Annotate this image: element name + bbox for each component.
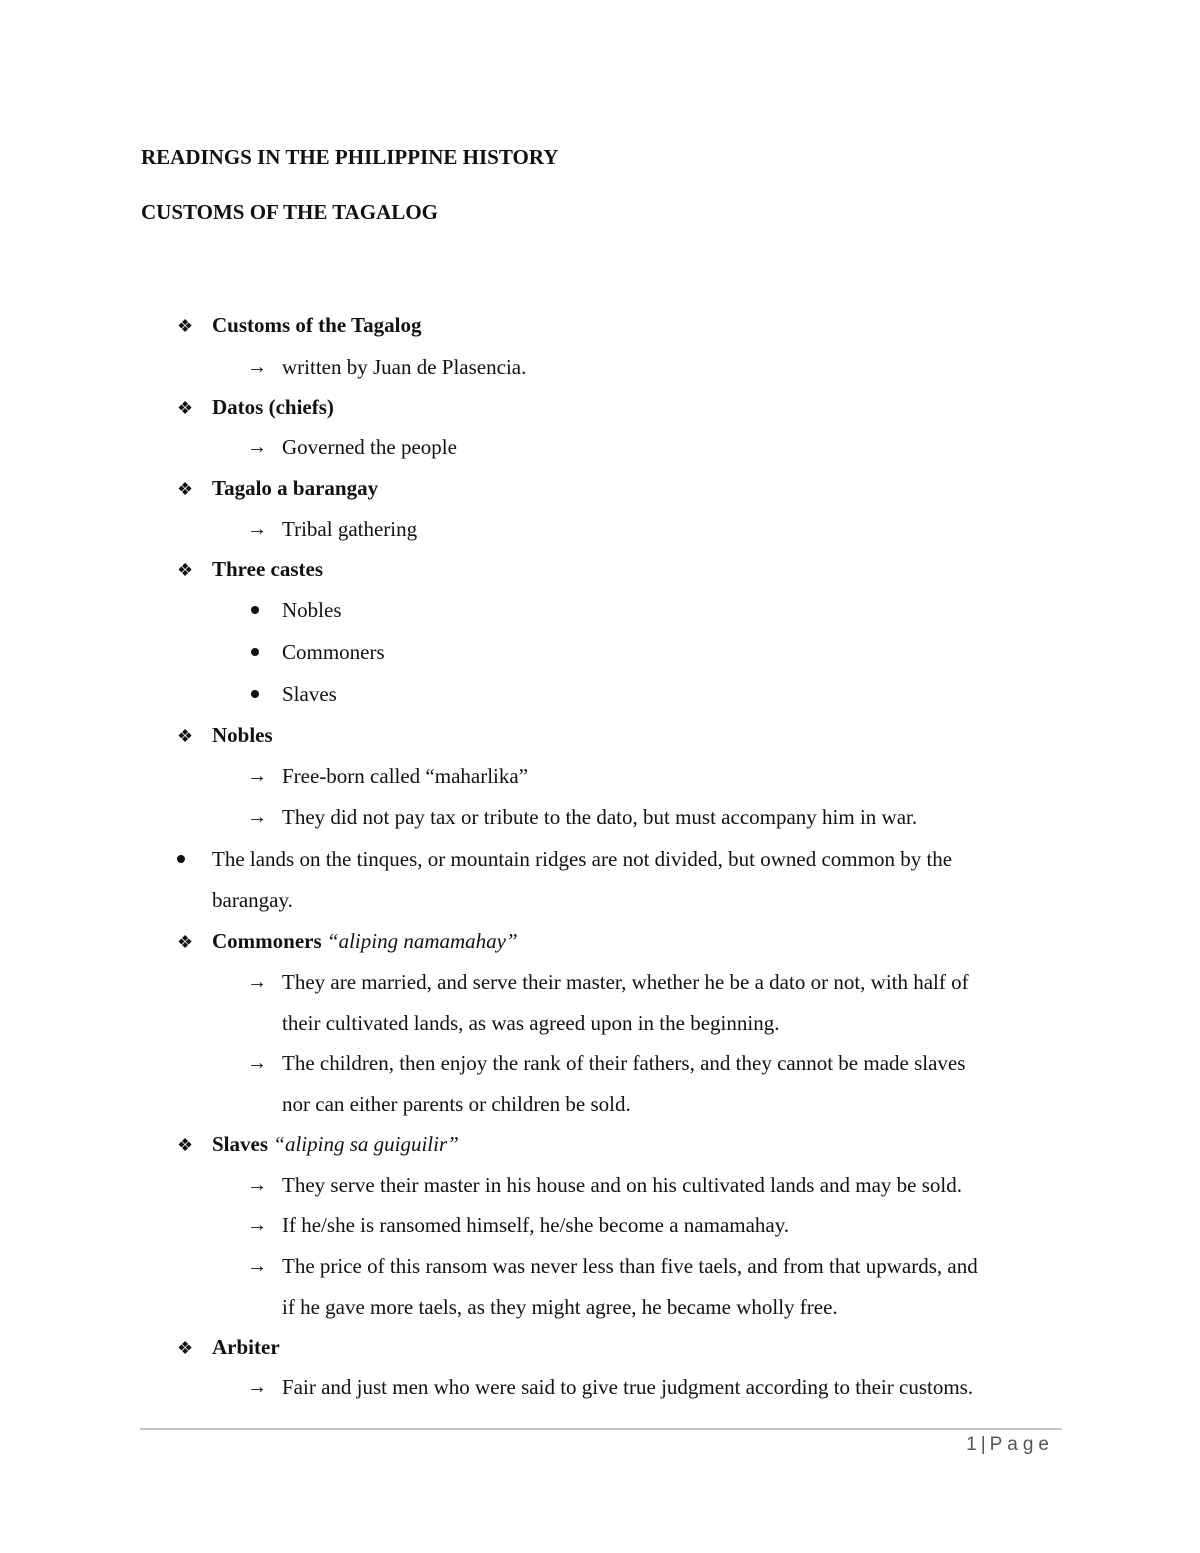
filled-circle-icon: [251, 690, 259, 698]
section-heading: Three castes: [212, 557, 323, 581]
heading-italic: “aliping namamahay”: [326, 929, 518, 953]
right-arrow-icon: →: [247, 1174, 267, 1196]
section-heading: Nobles: [212, 723, 273, 747]
document-title: READINGS IN THE PHILIPPINE HISTORY: [141, 145, 559, 169]
section-point: If he/she is ransomed himself, he/she become a namamahay.: [282, 1213, 790, 1237]
right-arrow-icon: →: [247, 518, 267, 540]
heading-bold: Slaves: [212, 1132, 269, 1156]
heading-bold: Commoners: [212, 929, 322, 953]
four-diamond-icon: ❖: [177, 479, 194, 499]
section-point: Fair and just men who were said to give true judgment according to their customs.: [282, 1375, 974, 1399]
section-point: They are married, and serve their master, whether he be a dato or not, with half of: [282, 970, 969, 994]
section-heading: Arbiter: [212, 1335, 280, 1359]
right-arrow-icon: →: [247, 1214, 267, 1236]
section-point: The price of this ransom was never less than five taels, and from that upwards, and: [282, 1254, 978, 1278]
footer-separator: |: [980, 1434, 986, 1455]
four-diamond-icon: ❖: [177, 932, 194, 952]
page-label: Page: [989, 1434, 1054, 1455]
section-point: Free-born called “maharlika”: [282, 764, 529, 788]
paragraph-line: The lands on the tinques, or mountain ridges are not divided, but owned common by the: [212, 847, 953, 871]
caste-item: Commoners: [282, 640, 385, 664]
section-heading: Customs of the Tagalog: [212, 313, 422, 337]
four-diamond-icon: ❖: [177, 560, 194, 580]
section-point: nor can either parents or children be sold.: [282, 1092, 631, 1116]
right-arrow-icon: →: [247, 356, 267, 378]
four-diamond-icon: ❖: [177, 726, 194, 746]
section-point: The children, then enjoy the rank of their fathers, and they cannot be made slaves: [282, 1051, 966, 1075]
right-arrow-icon: →: [247, 1376, 267, 1398]
right-arrow-icon: →: [247, 971, 267, 993]
section-heading: Datos (chiefs): [212, 395, 334, 419]
section-heading: [212, 1134, 459, 1155]
four-diamond-icon: ❖: [177, 316, 194, 336]
page-footer: [966, 1435, 1054, 1454]
filled-circle-icon: [177, 855, 185, 863]
right-arrow-icon: →: [247, 1255, 267, 1277]
right-arrow-icon: →: [247, 806, 267, 828]
section-point: their cultivated lands, as was agreed upon in the beginning.: [282, 1011, 780, 1035]
footer-divider: [140, 1428, 1062, 1430]
filled-circle-icon: [251, 606, 259, 614]
section-point: Governed the people: [282, 435, 457, 459]
paragraph-line: barangay.: [212, 888, 293, 912]
right-arrow-icon: →: [247, 436, 267, 458]
section-point: written by Juan de Plasencia.: [282, 355, 527, 379]
caste-item: Nobles: [282, 598, 342, 622]
caste-item: Slaves: [282, 682, 337, 706]
right-arrow-icon: →: [247, 1052, 267, 1074]
heading-italic: “aliping sa guiguilir”: [273, 1132, 459, 1156]
four-diamond-icon: ❖: [177, 1135, 194, 1155]
right-arrow-icon: →: [247, 765, 267, 787]
filled-circle-icon: [251, 648, 259, 656]
section-point: Tribal gathering: [282, 517, 418, 541]
four-diamond-icon: ❖: [177, 1338, 194, 1358]
section-heading: [212, 931, 518, 952]
section-point: They did not pay tax or tribute to the dato, but must accompany him in war.: [282, 805, 918, 829]
document-subtitle: CUSTOMS OF THE TAGALOG: [141, 200, 438, 224]
four-diamond-icon: ❖: [177, 398, 194, 418]
section-heading: Tagalo a barangay: [212, 476, 379, 500]
page-number: 1: [966, 1434, 977, 1455]
section-point: if he gave more taels, as they might agree, he became wholly free.: [282, 1295, 838, 1319]
section-point: They serve their master in his house and on his cultivated lands and may be sold.: [282, 1173, 963, 1197]
